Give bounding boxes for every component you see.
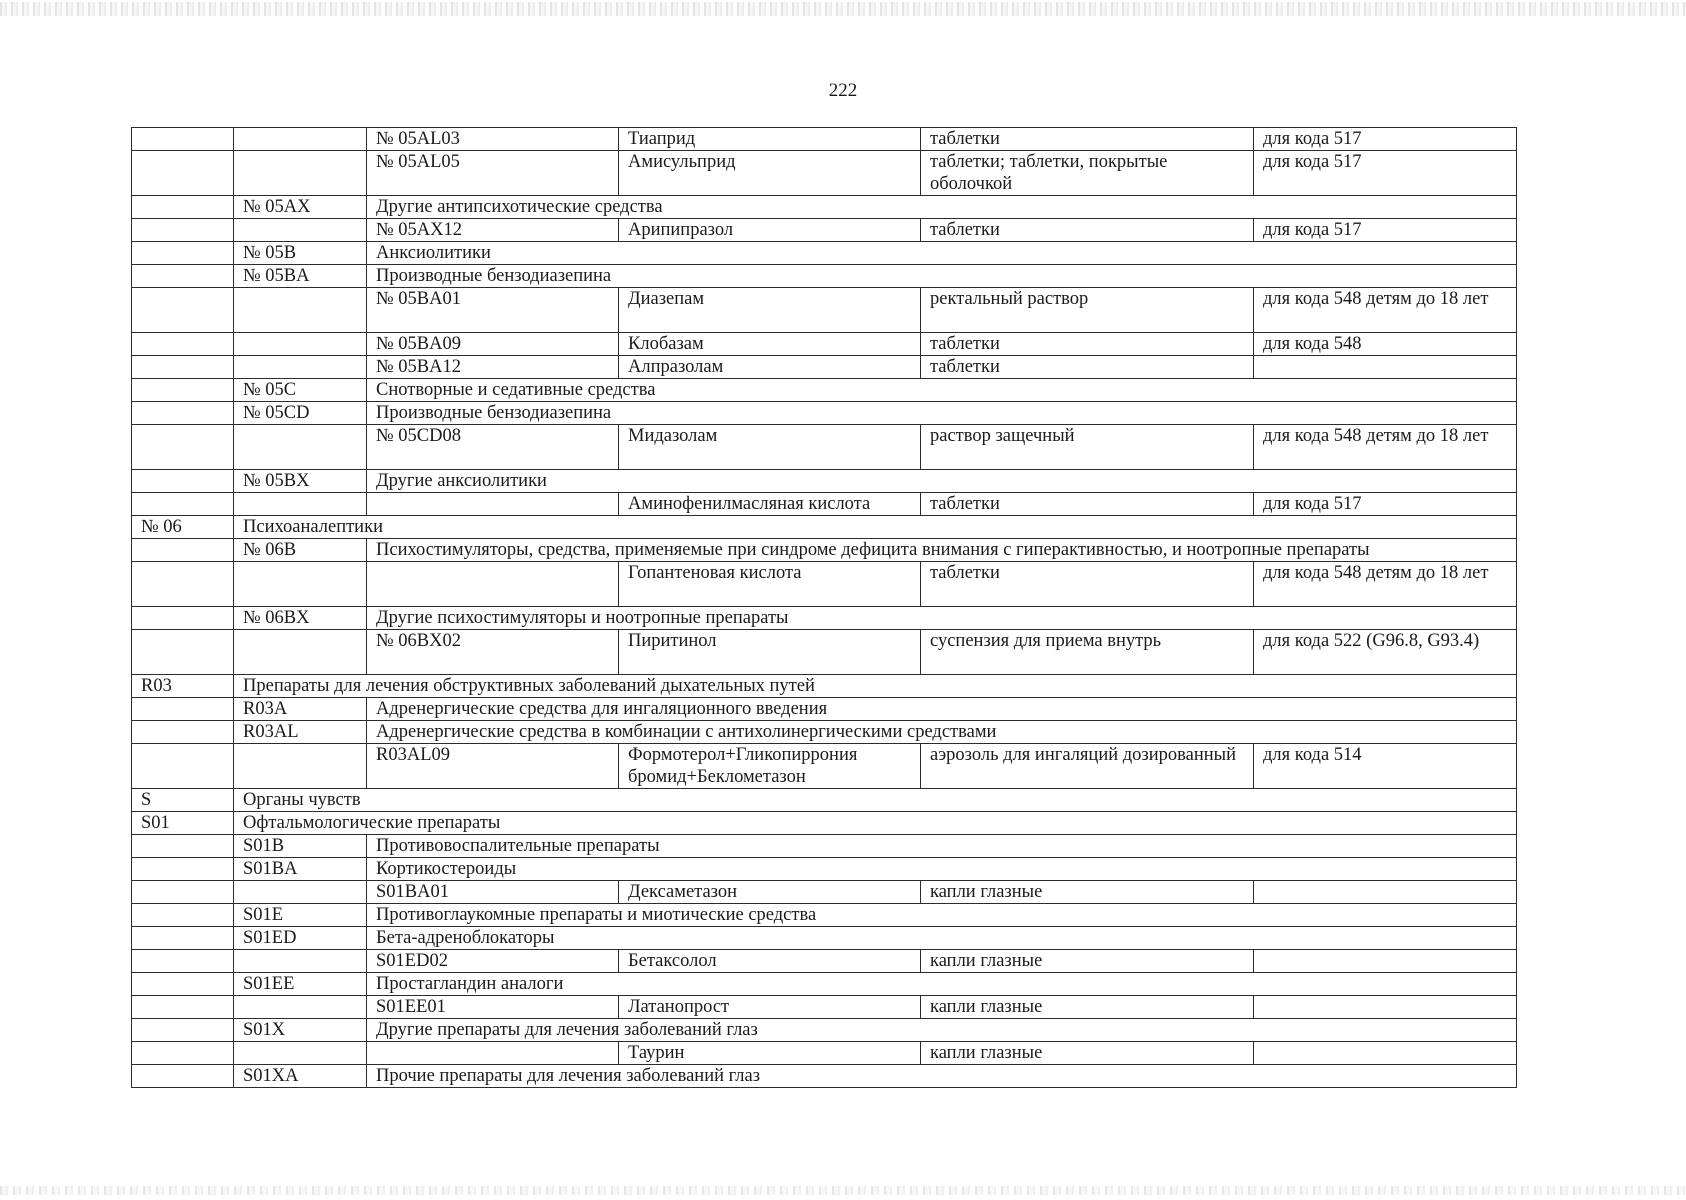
table-row	[132, 721, 1517, 744]
dosage-form-cell: раствор защечный	[921, 425, 1254, 470]
group-name-cell: Производные бензодиазепина	[367, 402, 1517, 425]
table-row	[132, 242, 1517, 265]
level2-code-cell	[234, 219, 367, 242]
level2-code-cell	[234, 630, 367, 675]
level1-code-cell	[132, 698, 234, 721]
level1-code-cell	[132, 288, 234, 333]
level1-code-cell	[132, 470, 234, 493]
note-cell: для кода 517	[1254, 151, 1517, 196]
table-row	[132, 151, 1517, 196]
atc-code-cell: № 05BA09	[367, 333, 619, 356]
table-row	[132, 698, 1517, 721]
dosage-form-cell: капли глазные	[921, 996, 1254, 1019]
table-row	[132, 950, 1517, 973]
level1-group-name-cell: Органы чувств	[234, 789, 1517, 812]
group-name-cell: Противовоспалительные препараты	[367, 835, 1517, 858]
level2-code-cell	[234, 425, 367, 470]
dosage-form-cell: капли глазные	[921, 881, 1254, 904]
note-cell: для кода 548 детям до 18 лет	[1254, 288, 1517, 333]
level1-code-cell	[132, 950, 234, 973]
note-cell: для кода 548	[1254, 333, 1517, 356]
table-row	[132, 927, 1517, 950]
group-name-cell: Бета-адреноблокаторы	[367, 927, 1517, 950]
dosage-form-cell: таблетки	[921, 128, 1254, 151]
level1-code-cell	[132, 128, 234, 151]
table-row	[132, 356, 1517, 379]
level2-code-cell	[234, 128, 367, 151]
table-row	[132, 1065, 1517, 1088]
level1-group-name-cell: Препараты для лечения обструктивных заболеваний дыхательных путей	[234, 675, 1517, 698]
level1-code-cell	[132, 607, 234, 630]
level2-code-cell: № 06B	[234, 539, 367, 562]
page-number: 222	[828, 80, 858, 101]
level1-code-cell	[132, 493, 234, 516]
level1-code-cell	[132, 265, 234, 288]
group-name-cell: Другие анксиолитики	[367, 470, 1517, 493]
group-name-cell: Другие препараты для лечения заболеваний глаз	[367, 1019, 1517, 1042]
table-row	[132, 904, 1517, 927]
table-row	[132, 1042, 1517, 1065]
table-row	[132, 196, 1517, 219]
table-row	[132, 333, 1517, 356]
table-row	[132, 219, 1517, 242]
atc-code-cell	[367, 493, 619, 516]
scan-edge-top	[0, 2, 1686, 16]
note-cell: для кода 548 детям до 18 лет	[1254, 562, 1517, 607]
note-cell: для кода 517	[1254, 128, 1517, 151]
atc-code-cell: S01EE01	[367, 996, 619, 1019]
atc-code-cell: № 05AL05	[367, 151, 619, 196]
table-row	[132, 789, 1517, 812]
level2-code-cell: № 05B	[234, 242, 367, 265]
atc-code-cell: № 05AL03	[367, 128, 619, 151]
level2-code-cell	[234, 151, 367, 196]
table-row	[132, 607, 1517, 630]
level1-code-cell	[132, 425, 234, 470]
group-name-cell: Производные бензодиазепина	[367, 265, 1517, 288]
table-row	[132, 1019, 1517, 1042]
table-row	[132, 675, 1517, 698]
level1-code-cell	[132, 1065, 234, 1088]
dosage-form-cell: аэрозоль для ингаляций дозированный	[921, 744, 1254, 789]
dosage-form-cell: капли глазные	[921, 950, 1254, 973]
group-name-cell: Прочие препараты для лечения заболеваний глаз	[367, 1065, 1517, 1088]
level2-code-cell	[234, 333, 367, 356]
table-row	[132, 973, 1517, 996]
level2-code-cell: № 06BX	[234, 607, 367, 630]
dosage-form-cell: таблетки	[921, 562, 1254, 607]
level2-code-cell: R03AL	[234, 721, 367, 744]
note-cell: для кода 522 (G96.8, G93.4)	[1254, 630, 1517, 675]
level1-code-cell	[132, 242, 234, 265]
drug-name-cell: Диазепам	[619, 288, 921, 333]
atc-code-cell	[367, 1042, 619, 1065]
note-cell	[1254, 950, 1517, 973]
level1-code-cell	[132, 881, 234, 904]
group-name-cell: Простагландин аналоги	[367, 973, 1517, 996]
drug-name-cell: Амисульприд	[619, 151, 921, 196]
drug-name-cell: Таурин	[619, 1042, 921, 1065]
level1-code-cell	[132, 333, 234, 356]
level2-code-cell: S01BA	[234, 858, 367, 881]
table-row	[132, 858, 1517, 881]
atc-code-cell: № 05AX12	[367, 219, 619, 242]
atc-code-cell: R03AL09	[367, 744, 619, 789]
level2-code-cell: № 05C	[234, 379, 367, 402]
drug-name-cell: Аминофенилмасляная кислота	[619, 493, 921, 516]
level2-code-cell	[234, 288, 367, 333]
level1-code-cell	[132, 1042, 234, 1065]
note-cell	[1254, 356, 1517, 379]
level2-code-cell: R03A	[234, 698, 367, 721]
dosage-form-cell: таблетки; таблетки, покрытые оболочкой	[921, 151, 1254, 196]
level1-code-cell	[132, 379, 234, 402]
level2-code-cell	[234, 1042, 367, 1065]
level2-code-cell	[234, 881, 367, 904]
level2-code-cell	[234, 950, 367, 973]
level1-code-cell	[132, 196, 234, 219]
atc-code-cell: S01ED02	[367, 950, 619, 973]
level2-code-cell: S01E	[234, 904, 367, 927]
atc-code-cell: № 05BA12	[367, 356, 619, 379]
level1-code-cell	[132, 744, 234, 789]
atc-code-cell: № 05BA01	[367, 288, 619, 333]
level2-code-cell: № 05AX	[234, 196, 367, 219]
table-row	[132, 996, 1517, 1019]
note-cell	[1254, 1042, 1517, 1065]
table-row	[132, 562, 1517, 607]
note-cell	[1254, 881, 1517, 904]
atc-code-cell: № 06BX02	[367, 630, 619, 675]
group-name-cell: Психостимуляторы, средства, применяемые при синдроме дефицита внимания с гиперактивностью, и ноотропные препараты	[367, 539, 1517, 562]
medication-table	[131, 127, 1517, 1088]
group-name-cell: Снотворные и седативные средства	[367, 379, 1517, 402]
table-row	[132, 265, 1517, 288]
dosage-form-cell: таблетки	[921, 356, 1254, 379]
drug-name-cell: Клобазам	[619, 333, 921, 356]
note-cell	[1254, 996, 1517, 1019]
level1-code-cell	[132, 858, 234, 881]
table-row	[132, 539, 1517, 562]
drug-name-cell: Формотерол+Гликопиррония бромид+Беклометазон	[619, 744, 921, 789]
level2-code-cell	[234, 996, 367, 1019]
table-row	[132, 493, 1517, 516]
note-cell: для кода 514	[1254, 744, 1517, 789]
group-name-cell: Кортикостероиды	[367, 858, 1517, 881]
table-row	[132, 379, 1517, 402]
dosage-form-cell: таблетки	[921, 493, 1254, 516]
level2-code-cell: № 05BA	[234, 265, 367, 288]
dosage-form-cell: капли глазные	[921, 1042, 1254, 1065]
drug-name-cell: Дексаметазон	[619, 881, 921, 904]
level1-code-cell	[132, 1019, 234, 1042]
level1-code-cell	[132, 630, 234, 675]
group-name-cell: Адренергические средства в комбинации с антихолинергическими средствами	[367, 721, 1517, 744]
note-cell: для кода 548 детям до 18 лет	[1254, 425, 1517, 470]
level2-code-cell	[234, 562, 367, 607]
scan-edge-bottom	[0, 1186, 1686, 1195]
table-row	[132, 835, 1517, 858]
level1-code-cell: № 06	[132, 516, 234, 539]
table-row	[132, 516, 1517, 539]
level1-code-cell	[132, 562, 234, 607]
level2-code-cell: № 05CD	[234, 402, 367, 425]
drug-name-cell: Пиритинол	[619, 630, 921, 675]
group-name-cell: Другие антипсихотические средства	[367, 196, 1517, 219]
level1-code-cell	[132, 721, 234, 744]
level1-code-cell	[132, 219, 234, 242]
drug-name-cell: Арипипразол	[619, 219, 921, 242]
table-row	[132, 744, 1517, 789]
level1-code-cell	[132, 356, 234, 379]
table-row	[132, 128, 1517, 151]
level1-group-name-cell: Офтальмологические препараты	[234, 812, 1517, 835]
level2-code-cell	[234, 356, 367, 379]
atc-code-cell: S01BA01	[367, 881, 619, 904]
group-name-cell: Адренергические средства для ингаляционного введения	[367, 698, 1517, 721]
level1-code-cell	[132, 835, 234, 858]
level1-code-cell: R03	[132, 675, 234, 698]
group-name-cell: Противоглаукомные препараты и миотические средства	[367, 904, 1517, 927]
table-row	[132, 881, 1517, 904]
drug-name-cell: Бетаксолол	[619, 950, 921, 973]
level1-group-name-cell: Психоаналептики	[234, 516, 1517, 539]
note-cell: для кода 517	[1254, 493, 1517, 516]
level1-code-cell	[132, 996, 234, 1019]
level2-code-cell: S01XA	[234, 1065, 367, 1088]
dosage-form-cell: таблетки	[921, 219, 1254, 242]
atc-code-cell	[367, 562, 619, 607]
table-row	[132, 812, 1517, 835]
drug-name-cell: Алпразолам	[619, 356, 921, 379]
drug-name-cell: Тиаприд	[619, 128, 921, 151]
level1-code-cell	[132, 402, 234, 425]
level1-code-cell: S01	[132, 812, 234, 835]
drug-name-cell: Гопантеновая кислота	[619, 562, 921, 607]
table-row	[132, 288, 1517, 333]
drug-name-cell: Мидазолам	[619, 425, 921, 470]
level2-code-cell: S01ED	[234, 927, 367, 950]
level1-code-cell	[132, 973, 234, 996]
group-name-cell: Анксиолитики	[367, 242, 1517, 265]
group-name-cell: Другие психостимуляторы и ноотропные препараты	[367, 607, 1517, 630]
dosage-form-cell: таблетки	[921, 333, 1254, 356]
level1-code-cell	[132, 539, 234, 562]
drug-name-cell: Латанопрост	[619, 996, 921, 1019]
table-row	[132, 425, 1517, 470]
dosage-form-cell: ректальный раствор	[921, 288, 1254, 333]
atc-code-cell: № 05CD08	[367, 425, 619, 470]
level1-code-cell	[132, 151, 234, 196]
note-cell: для кода 517	[1254, 219, 1517, 242]
level1-code-cell: S	[132, 789, 234, 812]
table-row	[132, 402, 1517, 425]
table-row	[132, 630, 1517, 675]
level2-code-cell	[234, 493, 367, 516]
level2-code-cell: S01EE	[234, 973, 367, 996]
table-row	[132, 470, 1517, 493]
level1-code-cell	[132, 927, 234, 950]
dosage-form-cell: суспензия для приема внутрь	[921, 630, 1254, 675]
level1-code-cell	[132, 904, 234, 927]
level2-code-cell: № 05BX	[234, 470, 367, 493]
level2-code-cell: S01B	[234, 835, 367, 858]
level2-code-cell: S01X	[234, 1019, 367, 1042]
level2-code-cell	[234, 744, 367, 789]
